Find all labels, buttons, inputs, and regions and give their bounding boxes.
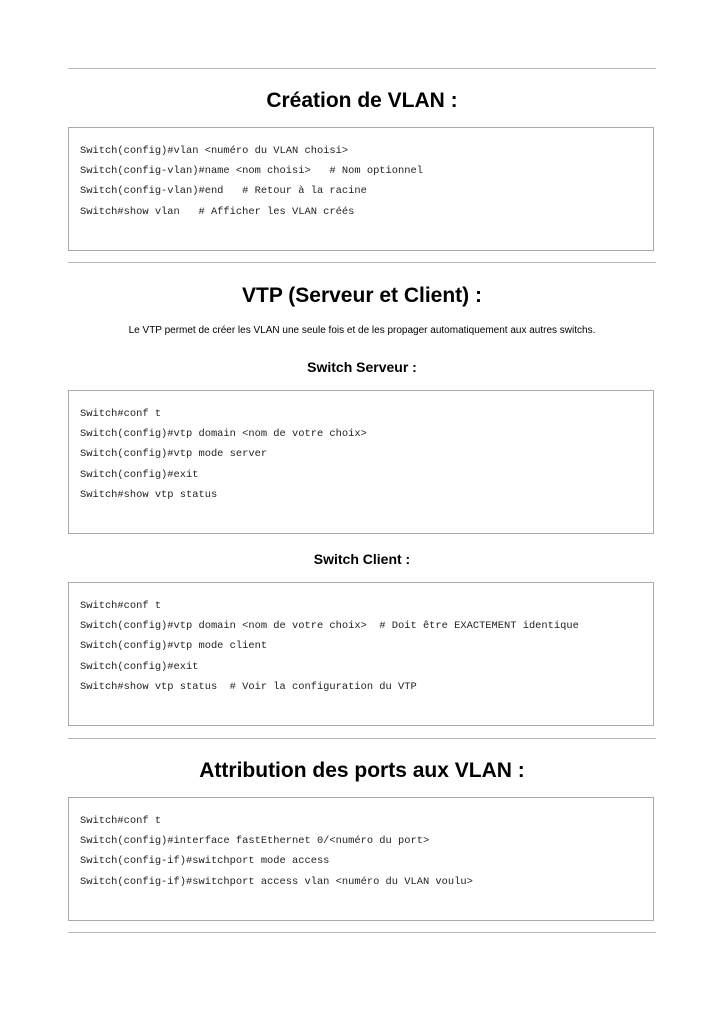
code-line: Switch(config-vlan)#name <nom choisi> # Nom optionnel (80, 165, 423, 178)
vlan-creation-heading: Création de VLAN : (266, 89, 458, 112)
code-line: Switch(config)#exit (80, 468, 199, 481)
section-divider (68, 262, 656, 263)
code-line: Switch#conf t (80, 408, 162, 420)
switch-server-heading: Switch Serveur : (307, 359, 417, 375)
code-line: Switch(config)#vtp mode server (80, 448, 268, 461)
code-line: Switch(config)#interface fastEthernet 0/<numéro du port> (80, 835, 430, 848)
code-line: Switch#show vtp status # Voir la configuration du VTP (80, 680, 417, 693)
vtp-intro-text: Le VTP permet de créer les VLAN une seule fois et de les propager automatiquement aux autres switchs. (128, 325, 596, 336)
code-line: Switch#show vlan # Afficher les VLAN créés (80, 205, 355, 218)
code-line: Switch(config)#vtp domain <nom de votre choix> # Doit être EXACTEMENT identique (80, 620, 579, 633)
code-line: Switch#conf t (80, 815, 162, 827)
vlan-creation-code-block (68, 127, 654, 251)
switch-client-code-block (68, 582, 654, 726)
code-line: Switch#conf t (80, 600, 162, 612)
code-line: Switch(config)#vtp domain <nom de votre choix> (80, 428, 367, 441)
section-divider (68, 932, 656, 933)
switch-client-heading: Switch Client : (313, 551, 411, 567)
port-assignment-heading: Attribution des ports aux VLAN : (199, 759, 525, 782)
section-divider (68, 738, 656, 739)
code-line: Switch(config)#vtp mode client (80, 640, 268, 653)
code-line: Switch(config-if)#switchport access vlan <numéro du VLAN voulu> (80, 875, 473, 888)
port-assignment-code-block (68, 797, 654, 921)
section-divider (68, 68, 656, 69)
switch-server-code-block (68, 390, 654, 534)
code-line: Switch(config-vlan)#end # Retour à la racine (80, 185, 367, 198)
code-line: Switch(config)#vlan <numéro du VLAN choisi> (80, 145, 349, 157)
code-line: Switch(config-if)#switchport mode access (80, 855, 330, 868)
code-line: Switch#show vtp status (80, 488, 218, 501)
code-line: Switch(config)#exit (80, 660, 199, 673)
vtp-heading: VTP (Serveur et Client) : (241, 284, 482, 307)
